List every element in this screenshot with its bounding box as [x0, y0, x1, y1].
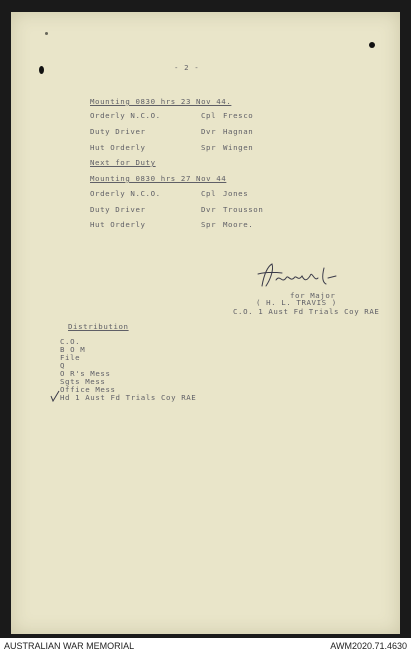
- duty-name: Hagnan: [223, 127, 254, 136]
- footer-accession-number: AWM2020.71.4630: [330, 641, 407, 651]
- punch-hole: [39, 66, 44, 74]
- distribution-item: Office Mess: [60, 385, 116, 394]
- duty-role: Duty Driver: [90, 127, 146, 136]
- handwritten-signature: [252, 260, 342, 292]
- tick-mark-icon: [50, 390, 60, 402]
- signature-unit: C.O. 1 Aust Fd Trials Coy RAE: [233, 307, 380, 316]
- duty-rank: Spr: [201, 143, 217, 152]
- duty-rank: Cpl: [201, 111, 217, 120]
- duty-rank: Cpl: [201, 189, 217, 198]
- section2-heading: Mounting 0830 hrs 27 Nov 44: [90, 174, 227, 183]
- signature-for-major: for Major: [290, 291, 336, 300]
- distribution-item: Sgts Mess: [60, 377, 106, 386]
- duty-rank: Dvr: [201, 205, 217, 214]
- duty-name: Moore.: [223, 220, 254, 229]
- distribution-item: Q: [60, 361, 66, 370]
- duty-rank: Spr: [201, 220, 217, 229]
- page-number: - 2 -: [174, 63, 200, 72]
- footer-institution: AUSTRALIAN WAR MEMORIAL: [4, 641, 135, 651]
- signature-name: ( H. L. TRAVIS ): [256, 298, 337, 307]
- archive-footer: [0, 638, 411, 653]
- duty-rank: Dvr: [201, 127, 217, 136]
- punch-hole: [369, 42, 375, 48]
- duty-role: Orderly N.C.O.: [90, 111, 161, 120]
- duty-name: Trousson: [223, 205, 264, 214]
- duty-role: Hut Orderly: [90, 143, 146, 152]
- duty-name: Fresco: [223, 111, 254, 120]
- next-for-duty-heading: Next for Duty: [90, 158, 156, 167]
- section1-heading: Mounting 0830 hrs 23 Nov 44.: [90, 97, 232, 106]
- duty-role: Orderly N.C.O.: [90, 189, 161, 198]
- distribution-heading: Distribution: [68, 322, 129, 331]
- duty-role: Duty Driver: [90, 205, 146, 214]
- distribution-item: Hd 1 Aust Fd Trials Coy RAE: [60, 393, 197, 402]
- ink-speck: [45, 32, 48, 35]
- distribution-item: O R's Mess: [60, 369, 111, 378]
- distribution-item: C.O.: [60, 337, 81, 346]
- duty-name: Jones: [223, 189, 249, 198]
- distribution-item: File: [60, 353, 81, 362]
- duty-role: Hut Orderly: [90, 220, 146, 229]
- duty-name: Wingen: [223, 143, 254, 152]
- distribution-item: B O M: [60, 345, 86, 354]
